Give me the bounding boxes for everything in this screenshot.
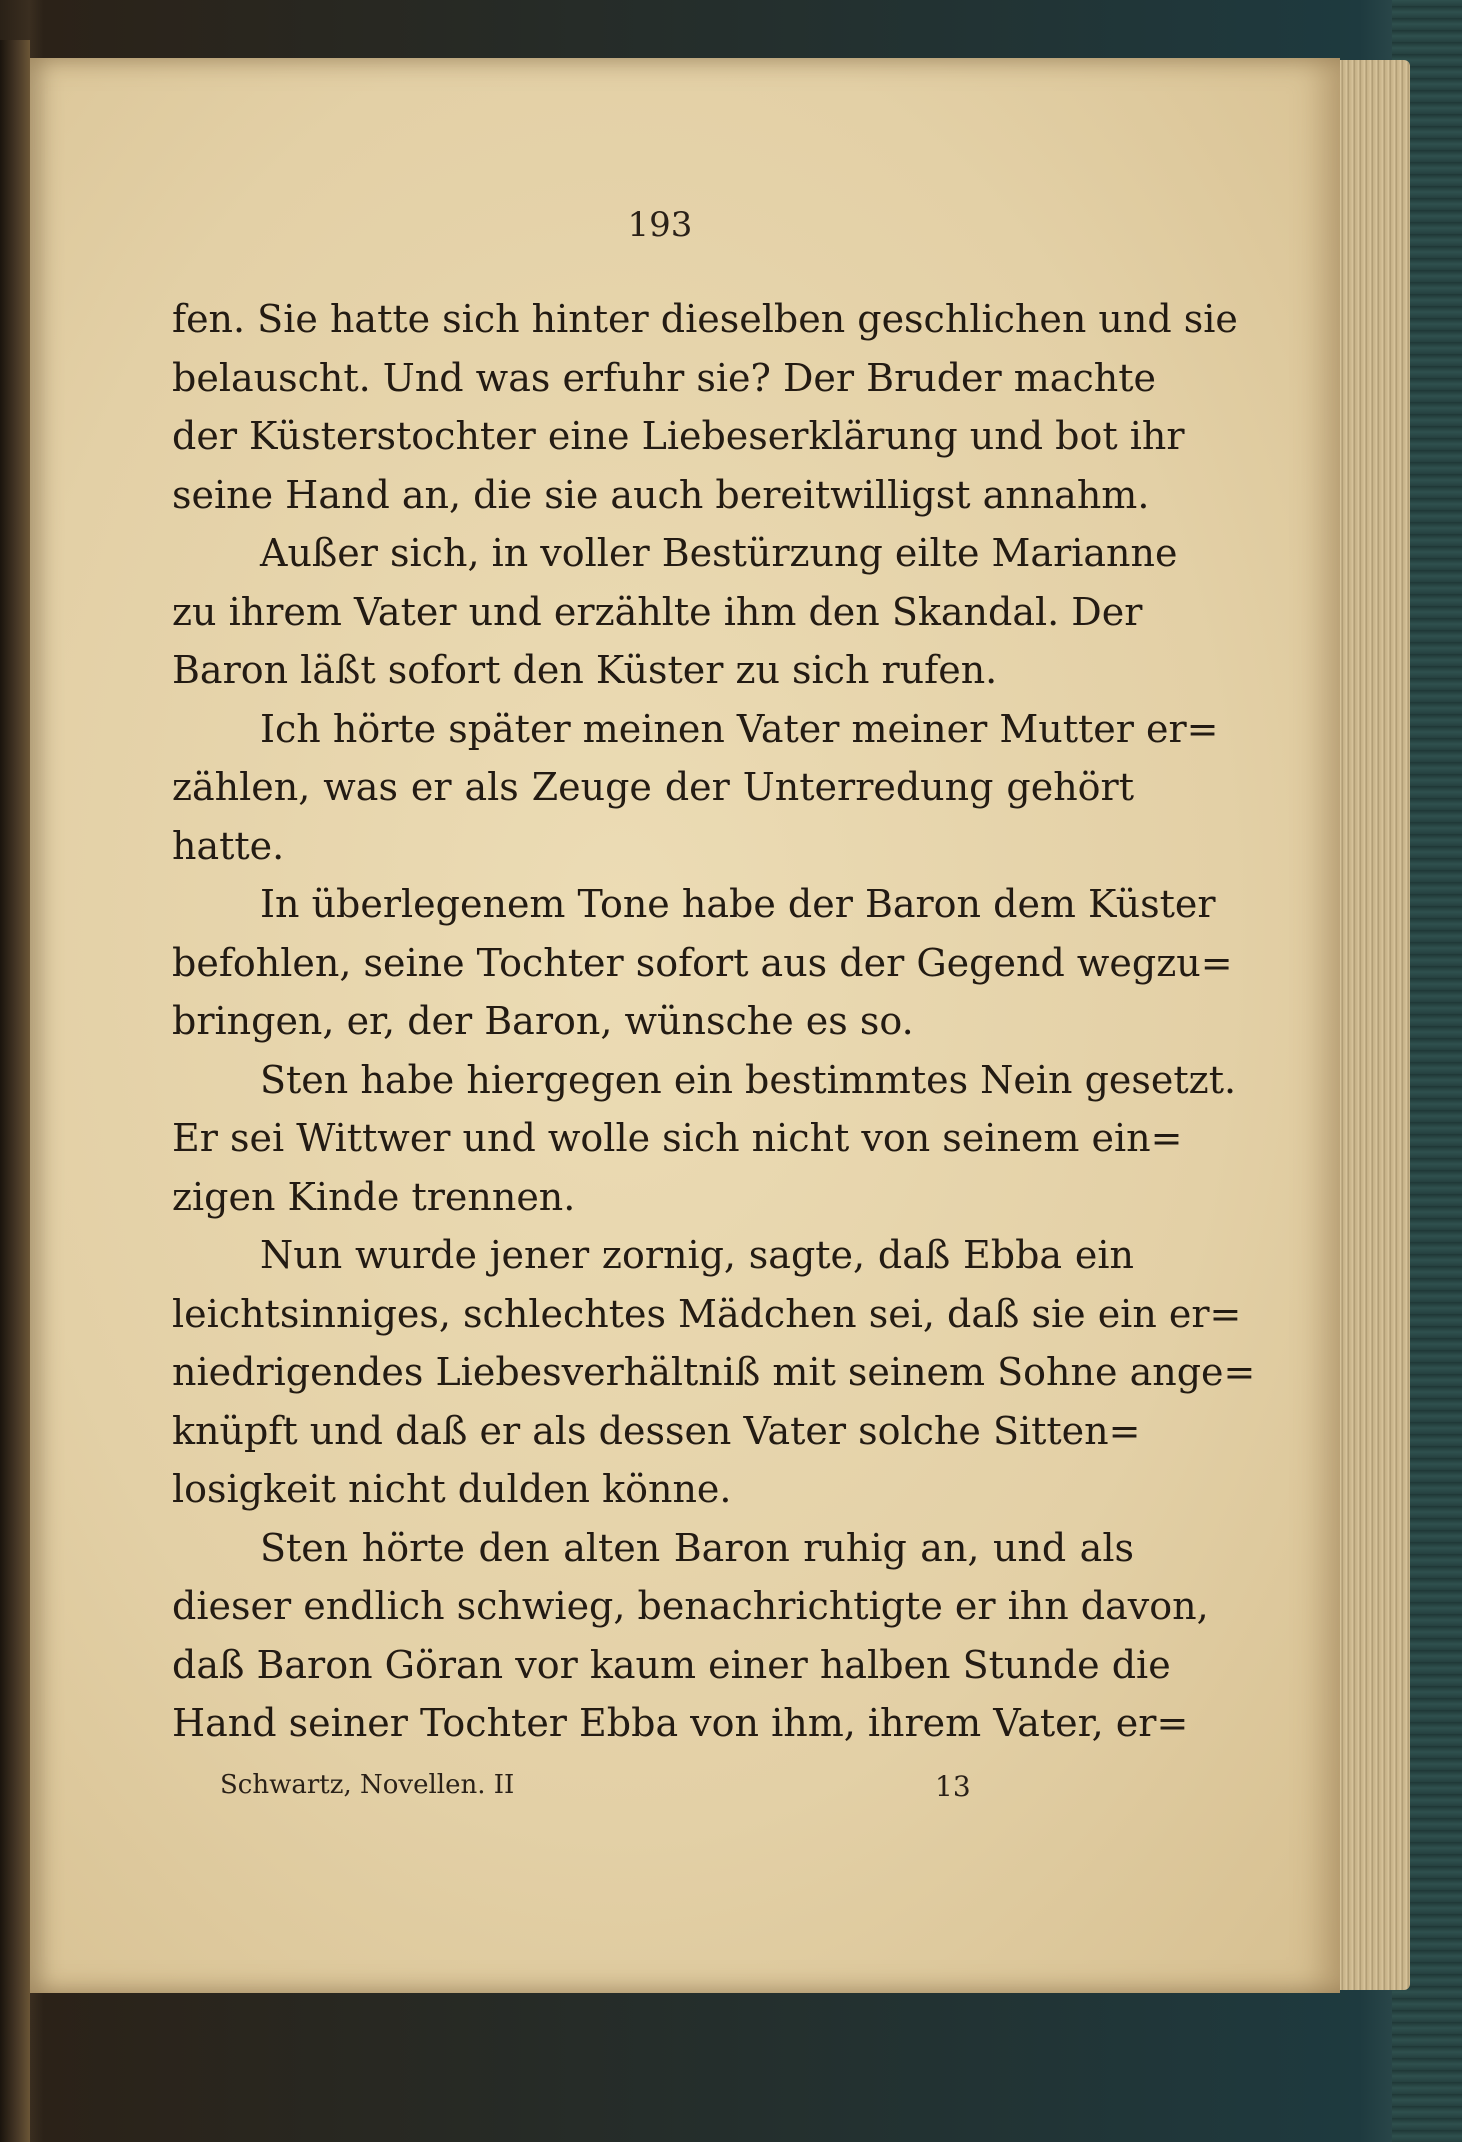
paragraph (172, 1226, 1256, 1519)
text-line: niedrigendes Liebesverhältniß mit seinem Sohne ange= (172, 1350, 1256, 1394)
text-line: bringen, er, der Baron, wünsche es so. (172, 999, 914, 1043)
text-line: belauscht. Und was erfuhr sie? Der Bruder machte (172, 355, 1156, 400)
text-line: In überlegenem Tone habe der Baron dem Küster (260, 882, 1216, 926)
text-line: befohlen, seine Tochter sofort aus der Gegend wegzu= (172, 940, 1233, 985)
text-line: seine Hand an, die sie auch bereitwilligst annahm. (172, 472, 1150, 517)
paragraph (172, 1519, 1209, 1753)
text-line: knüpft und daß er als dessen Vater solche Sitten= (172, 1408, 1141, 1453)
paragraph (172, 290, 1238, 524)
text-line: leichtsinniges, schlechtes Mädchen sei, daß sie ein er= (172, 1291, 1242, 1336)
text-line: daß Baron Göran vor kaum einer halben Stunde die (172, 1642, 1171, 1687)
text-line: Nun wurde jener zornig, sagte, daß Ebba ein (260, 1233, 1134, 1277)
text-line: der Küsterstochter eine Liebeserklärung und bot ihr (172, 414, 1185, 458)
text-line: Er sei Wittwer und wolle sich nicht von seinem ein= (172, 1116, 1183, 1160)
text-line: fen. Sie hatte sich hinter dieselben geschlichen und sie (172, 297, 1238, 341)
text-line: Außer sich, in voller Bestürzung eilte Marianne (260, 531, 1178, 575)
paragraph (172, 1051, 1237, 1227)
text-line: zählen, was er als Zeuge der Unterredung gehört (172, 765, 1134, 809)
page-number: 193 (627, 205, 693, 245)
text-line: zigen Kinde trennen. (172, 1174, 576, 1219)
text-line: losigkeit nicht dulden könne. (172, 1467, 732, 1511)
text-line: Ich hörte später meinen Vater meiner Mutter er= (260, 706, 1219, 751)
sheet-number: 13 (935, 1770, 971, 1803)
text-line: Hand seiner Tochter Ebba von ihm, ihrem Vater, er= (172, 1701, 1189, 1745)
text-line: Sten habe hiergegen ein bestimmtes Nein gesetzt. (260, 1057, 1237, 1102)
footer-signature: Schwartz, Novellen. II (220, 1770, 515, 1800)
book-spine (0, 40, 30, 2142)
text-line: dieser endlich schwieg, benachrichtigte er ihn davon, (172, 1584, 1209, 1628)
paragraph (172, 524, 1178, 700)
text-line: hatte. (172, 823, 285, 868)
text-line: zu ihrem Vater und erzählte ihm den Skandal. Der (172, 589, 1143, 634)
paragraph (172, 875, 1233, 1051)
text-line: Baron läßt sofort den Küster zu sich rufen. (172, 648, 998, 692)
body-text (172, 290, 1256, 1753)
paragraph (172, 700, 1219, 876)
text-line: Sten hörte den alten Baron ruhig an, und als (260, 1525, 1134, 1570)
